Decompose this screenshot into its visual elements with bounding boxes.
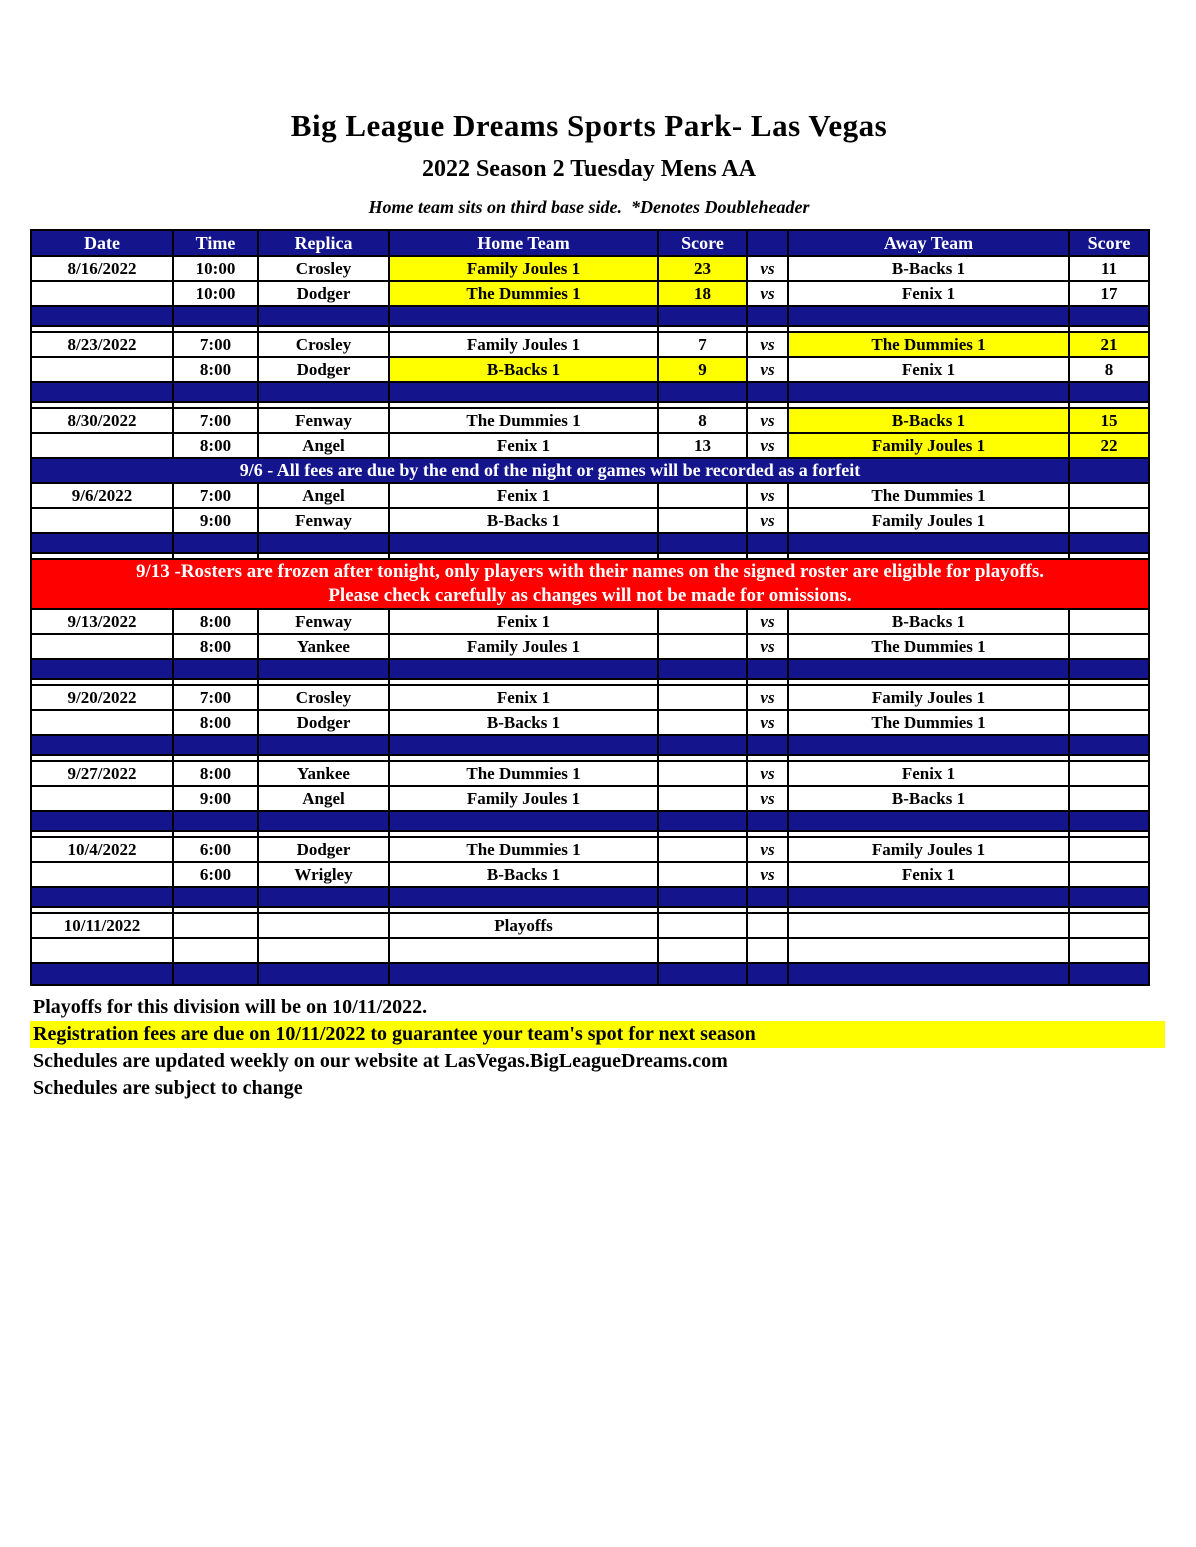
- separator-cell: [173, 659, 258, 679]
- page-tagline: Home team sits on third base side. *Denotes Doubleheader: [368, 197, 810, 217]
- separator-cell: [173, 735, 258, 755]
- cell-away-team: [788, 913, 1069, 938]
- separator-cell: [747, 887, 788, 907]
- separator-cell: [389, 659, 658, 679]
- separator-cell: [389, 963, 658, 985]
- footer: [30, 994, 1165, 1102]
- roster-notice-line: Please check carefully as changes will not be made for omissions.: [328, 585, 852, 606]
- cell-away-score: [1069, 761, 1149, 786]
- title-block: [30, 0, 1148, 218]
- cell-vs: vs: [747, 483, 788, 508]
- cell-home-team: The Dummies 1: [389, 837, 658, 862]
- separator-cell: [747, 811, 788, 831]
- cell-replica: Dodger: [258, 710, 389, 735]
- cell-home-score: [658, 913, 747, 938]
- cell-away-team: Fenix 1: [788, 862, 1069, 887]
- cell-away-team: Family Joules 1: [788, 837, 1069, 862]
- cell-vs: vs: [747, 710, 788, 735]
- cell-replica: Angel: [258, 786, 389, 811]
- cell-time: 7:00: [173, 483, 258, 508]
- separator-cell: [31, 533, 173, 553]
- empty-cell: [788, 938, 1069, 963]
- game-row: [31, 256, 1149, 281]
- cell-away-score: [1069, 862, 1149, 887]
- cell-date: 9/6/2022: [31, 483, 173, 508]
- cell-replica: Wrigley: [258, 862, 389, 887]
- cell-date: [31, 710, 173, 735]
- separator-row: [31, 659, 1149, 679]
- cell-vs: vs: [747, 508, 788, 533]
- separator-row: [31, 533, 1149, 553]
- header-cell-0: Date: [31, 230, 173, 256]
- cell-away-score: [1069, 634, 1149, 659]
- cell-time: 8:00: [173, 761, 258, 786]
- cell-time: 8:00: [173, 357, 258, 382]
- separator-cell: [31, 963, 173, 985]
- roster-notice-row: [31, 559, 1149, 609]
- cell-away-score: [1069, 508, 1149, 533]
- cell-replica: Fenway: [258, 508, 389, 533]
- cell-vs: [747, 913, 788, 938]
- separator-row: [31, 887, 1149, 907]
- cell-away-score: [1069, 483, 1149, 508]
- separator-row: [31, 735, 1149, 755]
- separator-cell: [658, 887, 747, 907]
- cell-away-team: B-Backs 1: [788, 609, 1069, 634]
- separator-cell: [658, 533, 747, 553]
- cell-vs: vs: [747, 433, 788, 458]
- game-row: [31, 332, 1149, 357]
- cell-vs: vs: [747, 408, 788, 433]
- header-cell-3: Home Team: [389, 230, 658, 256]
- cell-away-team: The Dummies 1: [788, 634, 1069, 659]
- cell-replica: Fenway: [258, 408, 389, 433]
- header-cell-5: [747, 230, 788, 256]
- empty-cell: [1069, 938, 1149, 963]
- separator-cell: [173, 382, 258, 402]
- cell-date: [31, 433, 173, 458]
- fees-notice-row: [31, 458, 1149, 483]
- game-row: [31, 913, 1149, 938]
- fees-notice-text: 9/6 - All fees are due by the end of the night or games will be recorded as a forfeit: [31, 458, 1069, 483]
- cell-away-score: [1069, 913, 1149, 938]
- footer-line-registration: Registration fees are due on 10/11/2022 to guarantee your team's spot for next season: [30, 1021, 1165, 1048]
- separator-cell: [747, 382, 788, 402]
- cell-away-score: 8: [1069, 357, 1149, 382]
- cell-away-score: [1069, 609, 1149, 634]
- cell-replica: Yankee: [258, 761, 389, 786]
- cell-replica: Angel: [258, 483, 389, 508]
- cell-time: 7:00: [173, 685, 258, 710]
- cell-away-team: Family Joules 1: [788, 508, 1069, 533]
- separator-cell: [658, 306, 747, 326]
- cell-replica: Crosley: [258, 685, 389, 710]
- separator-cell: [788, 735, 1069, 755]
- header-cell-7: Score: [1069, 230, 1149, 256]
- game-row: [31, 685, 1149, 710]
- separator-cell: [747, 306, 788, 326]
- empty-cell: [389, 938, 658, 963]
- cell-time: 9:00: [173, 786, 258, 811]
- cell-home-score: [658, 483, 747, 508]
- separator-cell: [1069, 811, 1149, 831]
- separator-cell: [31, 659, 173, 679]
- cell-date: 8/23/2022: [31, 332, 173, 357]
- separator-cell: [788, 963, 1069, 985]
- cell-date: 9/13/2022: [31, 609, 173, 634]
- separator-cell: [31, 887, 173, 907]
- cell-time: 8:00: [173, 609, 258, 634]
- separator-cell: [31, 382, 173, 402]
- cell-date: 10/4/2022: [31, 837, 173, 862]
- cell-home-team: Fenix 1: [389, 433, 658, 458]
- separator-cell: [173, 963, 258, 985]
- cell-date: 9/20/2022: [31, 685, 173, 710]
- header-cell-4: Score: [658, 230, 747, 256]
- cell-home-team: Family Joules 1: [389, 634, 658, 659]
- cell-date: [31, 634, 173, 659]
- cell-time: 9:00: [173, 508, 258, 533]
- cell-home-score: [658, 837, 747, 862]
- cell-vs: vs: [747, 256, 788, 281]
- cell-home-team: B-Backs 1: [389, 710, 658, 735]
- separator-cell: [788, 533, 1069, 553]
- cell-vs: vs: [747, 332, 788, 357]
- cell-home-team: Family Joules 1: [389, 786, 658, 811]
- cell-vs: vs: [747, 685, 788, 710]
- separator-cell: [658, 735, 747, 755]
- header-row: [31, 230, 1149, 256]
- cell-away-team: Fenix 1: [788, 357, 1069, 382]
- cell-home-score: [658, 710, 747, 735]
- separator-cell: [389, 811, 658, 831]
- separator-cell: [31, 811, 173, 831]
- cell-home-team: Family Joules 1: [389, 256, 658, 281]
- separator-cell: [258, 306, 389, 326]
- roster-notice-line: 9/13 -Rosters are frozen after tonight, only players with their names on the signed roster are eligible for playoffs.: [135, 561, 1045, 582]
- cell-replica: Dodger: [258, 357, 389, 382]
- separator-row: [31, 811, 1149, 831]
- separator-cell: [1069, 735, 1149, 755]
- cell-time: 7:00: [173, 332, 258, 357]
- cell-replica: Fenway: [258, 609, 389, 634]
- cell-away-score: [1069, 837, 1149, 862]
- empty-cell: [173, 938, 258, 963]
- cell-replica: Yankee: [258, 634, 389, 659]
- cell-home-score: [658, 634, 747, 659]
- cell-home-team: Playoffs: [389, 913, 658, 938]
- separator-cell: [788, 659, 1069, 679]
- separator-cell: [788, 306, 1069, 326]
- separator-cell: [658, 811, 747, 831]
- cell-home-score: [658, 761, 747, 786]
- separator-cell: [747, 735, 788, 755]
- cell-home-score: 23: [658, 256, 747, 281]
- separator-cell: [747, 659, 788, 679]
- separator-cell: [658, 963, 747, 985]
- cell-date: [31, 281, 173, 306]
- cell-vs: vs: [747, 357, 788, 382]
- empty-cell: [658, 938, 747, 963]
- header-cell-1: Time: [173, 230, 258, 256]
- cell-time: 8:00: [173, 634, 258, 659]
- footer-line-playoffs: Playoffs for this division will be on 10/11/2022.: [33, 996, 428, 1018]
- page-title: Big League Dreams Sports Park- Las Vegas: [290, 108, 888, 143]
- cell-away-team: Family Joules 1: [788, 685, 1069, 710]
- cell-date: [31, 786, 173, 811]
- cell-home-score: 9: [658, 357, 747, 382]
- separator-cell: [1069, 963, 1149, 985]
- cell-home-team: The Dummies 1: [389, 761, 658, 786]
- separator-cell: [258, 887, 389, 907]
- cell-date: 8/16/2022: [31, 256, 173, 281]
- separator-cell: [31, 735, 173, 755]
- separator-cell: [1069, 382, 1149, 402]
- footer-line-website: Schedules are updated weekly on our website at LasVegas.BigLeagueDreams.com: [33, 1050, 728, 1072]
- separator-cell: [658, 382, 747, 402]
- empty-cell: [747, 938, 788, 963]
- cell-home-team: B-Backs 1: [389, 508, 658, 533]
- cell-home-score: 7: [658, 332, 747, 357]
- cell-home-team: Fenix 1: [389, 483, 658, 508]
- cell-away-team: The Dummies 1: [788, 710, 1069, 735]
- game-row: [31, 634, 1149, 659]
- cell-date: 8/30/2022: [31, 408, 173, 433]
- cell-home-score: [658, 862, 747, 887]
- cell-home-score: 8: [658, 408, 747, 433]
- cell-home-score: [658, 609, 747, 634]
- cell-vs: vs: [747, 761, 788, 786]
- empty-row: [31, 938, 1149, 963]
- cell-time: 8:00: [173, 433, 258, 458]
- cell-home-team: The Dummies 1: [389, 408, 658, 433]
- cell-time: 10:00: [173, 281, 258, 306]
- cell-vs: vs: [747, 862, 788, 887]
- game-row: [31, 433, 1149, 458]
- cell-time: 7:00: [173, 408, 258, 433]
- separator-cell: [788, 382, 1069, 402]
- game-row: [31, 761, 1149, 786]
- schedule-body: [31, 230, 1149, 985]
- fees-notice-fill: [1069, 458, 1149, 483]
- cell-time: [173, 913, 258, 938]
- cell-away-score: 21: [1069, 332, 1149, 357]
- cell-date: 9/27/2022: [31, 761, 173, 786]
- empty-cell: [258, 938, 389, 963]
- separator-row-end: [31, 963, 1149, 985]
- separator-cell: [173, 811, 258, 831]
- cell-replica: [258, 913, 389, 938]
- cell-replica: Angel: [258, 433, 389, 458]
- footer-line-subject-to-change: Schedules are subject to change: [33, 1077, 303, 1099]
- page-content: [30, 0, 1148, 1102]
- cell-vs: vs: [747, 609, 788, 634]
- separator-cell: [258, 382, 389, 402]
- game-row: [31, 837, 1149, 862]
- cell-home-score: [658, 508, 747, 533]
- schedule-table: [30, 229, 1150, 986]
- cell-vs: vs: [747, 837, 788, 862]
- separator-cell: [747, 533, 788, 553]
- separator-cell: [1069, 306, 1149, 326]
- cell-away-team: B-Backs 1: [788, 786, 1069, 811]
- cell-home-score: [658, 786, 747, 811]
- game-row: [31, 508, 1149, 533]
- game-row: [31, 609, 1149, 634]
- cell-time: 10:00: [173, 256, 258, 281]
- cell-home-team: B-Backs 1: [389, 357, 658, 382]
- game-row: [31, 408, 1149, 433]
- cell-time: 6:00: [173, 862, 258, 887]
- cell-away-score: [1069, 786, 1149, 811]
- separator-cell: [173, 533, 258, 553]
- separator-cell: [788, 887, 1069, 907]
- separator-cell: [389, 887, 658, 907]
- cell-home-score: [658, 685, 747, 710]
- cell-replica: Dodger: [258, 281, 389, 306]
- cell-vs: vs: [747, 634, 788, 659]
- game-row: [31, 281, 1149, 306]
- cell-away-score: 11: [1069, 256, 1149, 281]
- separator-cell: [389, 533, 658, 553]
- separator-cell: [173, 887, 258, 907]
- separator-cell: [389, 306, 658, 326]
- game-row: [31, 710, 1149, 735]
- separator-cell: [389, 382, 658, 402]
- separator-cell: [173, 306, 258, 326]
- game-row: [31, 786, 1149, 811]
- separator-cell: [258, 735, 389, 755]
- game-row: [31, 483, 1149, 508]
- header-cell-6: Away Team: [788, 230, 1069, 256]
- separator-cell: [258, 533, 389, 553]
- separator-cell: [389, 735, 658, 755]
- header-cell-2: Replica: [258, 230, 389, 256]
- separator-cell: [1069, 887, 1149, 907]
- separator-row: [31, 382, 1149, 402]
- separator-cell: [258, 963, 389, 985]
- cell-date: [31, 508, 173, 533]
- game-row: [31, 862, 1149, 887]
- cell-replica: Crosley: [258, 332, 389, 357]
- cell-away-team: B-Backs 1: [788, 408, 1069, 433]
- cell-home-team: Fenix 1: [389, 609, 658, 634]
- cell-date: [31, 862, 173, 887]
- cell-away-team: Fenix 1: [788, 761, 1069, 786]
- cell-away-score: [1069, 710, 1149, 735]
- cell-replica: Crosley: [258, 256, 389, 281]
- cell-away-team: Family Joules 1: [788, 433, 1069, 458]
- separator-cell: [1069, 659, 1149, 679]
- cell-home-team: The Dummies 1: [389, 281, 658, 306]
- cell-away-team: Fenix 1: [788, 281, 1069, 306]
- cell-away-team: B-Backs 1: [788, 256, 1069, 281]
- cell-home-team: Fenix 1: [389, 685, 658, 710]
- cell-away-team: The Dummies 1: [788, 332, 1069, 357]
- cell-home-team: B-Backs 1: [389, 862, 658, 887]
- separator-cell: [31, 306, 173, 326]
- cell-away-score: 17: [1069, 281, 1149, 306]
- cell-replica: Dodger: [258, 837, 389, 862]
- separator-cell: [258, 659, 389, 679]
- separator-cell: [1069, 533, 1149, 553]
- separator-cell: [788, 811, 1069, 831]
- separator-cell: [658, 659, 747, 679]
- cell-away-score: [1069, 685, 1149, 710]
- cell-away-score: 22: [1069, 433, 1149, 458]
- cell-home-score: 13: [658, 433, 747, 458]
- cell-time: 6:00: [173, 837, 258, 862]
- separator-cell: [258, 811, 389, 831]
- page-subtitle: 2022 Season 2 Tuesday Mens AA: [421, 156, 757, 182]
- cell-vs: vs: [747, 281, 788, 306]
- empty-cell: [31, 938, 173, 963]
- cell-date: [31, 357, 173, 382]
- separator-cell: [747, 963, 788, 985]
- cell-vs: vs: [747, 786, 788, 811]
- cell-away-score: 15: [1069, 408, 1149, 433]
- cell-away-team: The Dummies 1: [788, 483, 1069, 508]
- cell-home-team: Family Joules 1: [389, 332, 658, 357]
- game-row: [31, 357, 1149, 382]
- cell-date: 10/11/2022: [31, 913, 173, 938]
- roster-notice-text: [31, 559, 1149, 609]
- separator-row: [31, 306, 1149, 326]
- cell-home-score: 18: [658, 281, 747, 306]
- cell-time: 8:00: [173, 710, 258, 735]
